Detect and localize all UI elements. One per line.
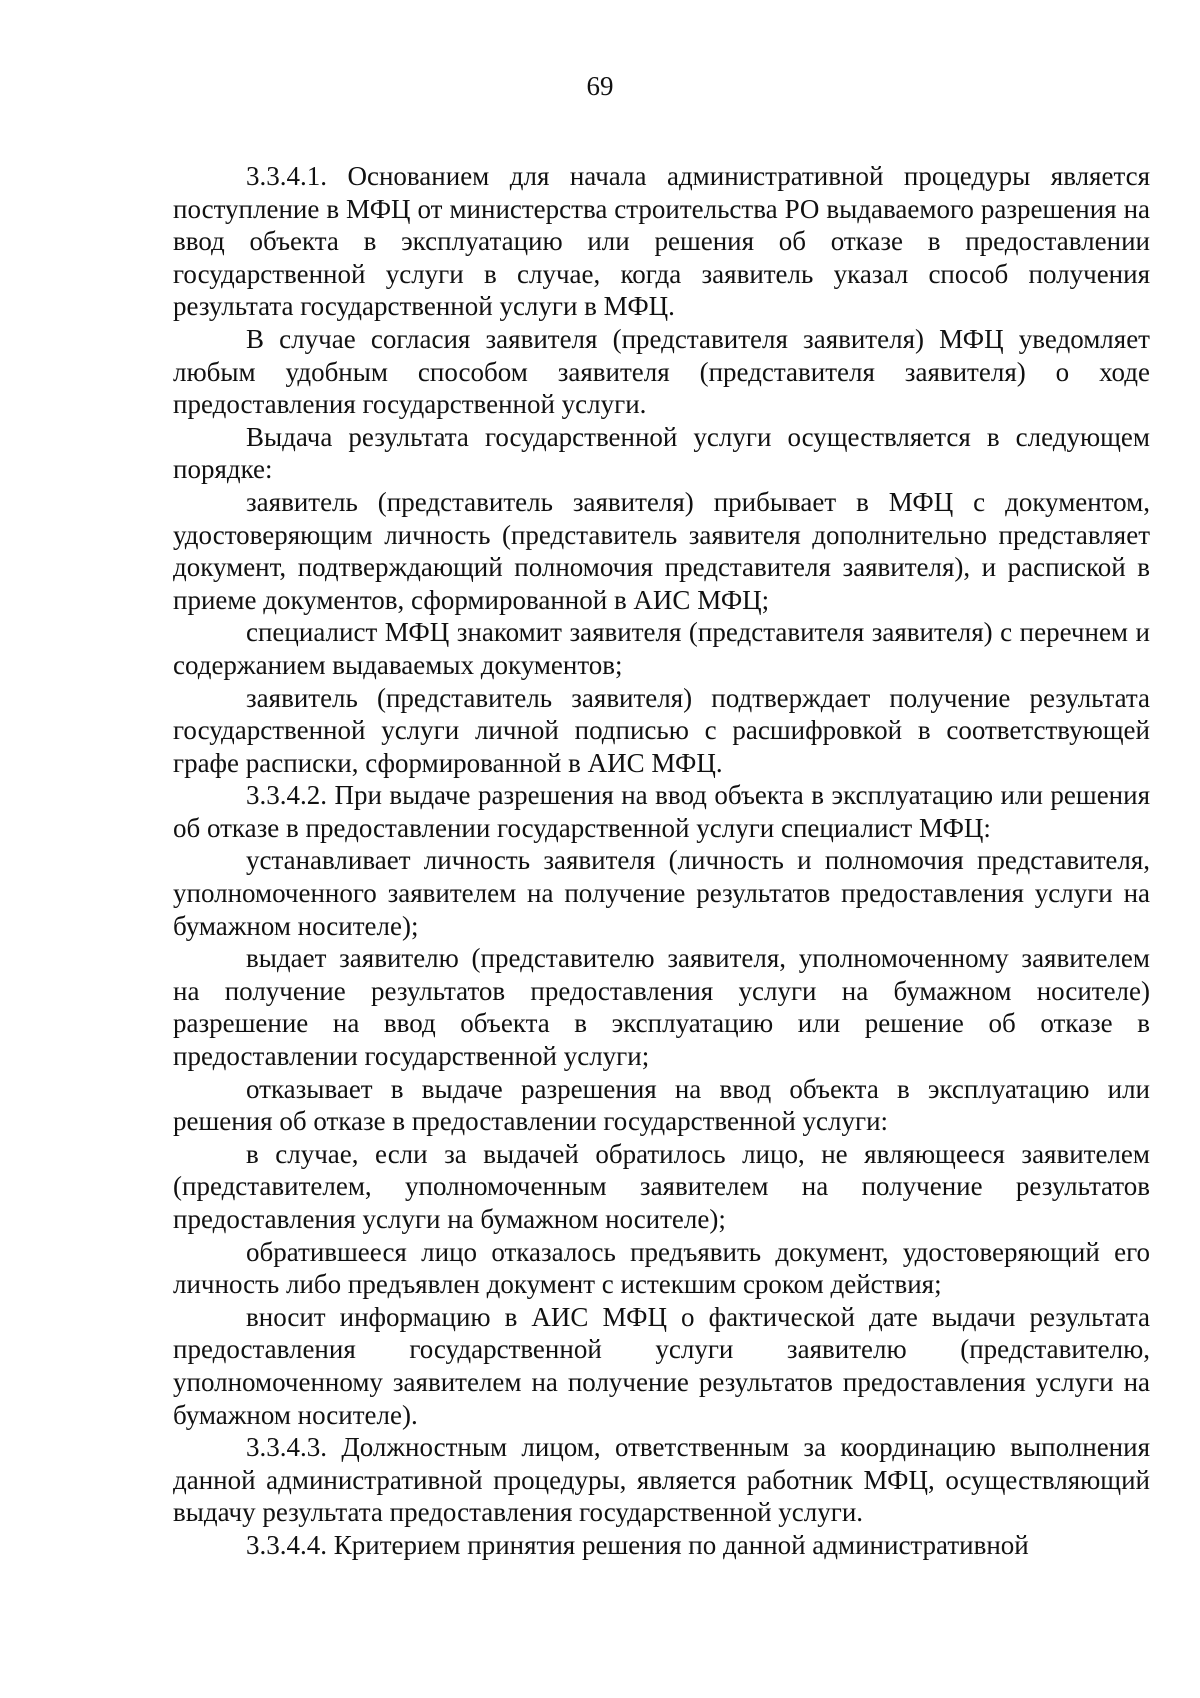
paragraph-refuses-issuance: отказывает в выдаче разрешения на ввод объекта в эксплуатацию или решения об отказе в предоставлении государственной услуги:	[173, 1073, 1150, 1137]
paragraph-applicant-arrives: заявитель (представитель заявителя) прибывает в МФЦ с документом, удостоверяющим личность (представитель заявителя дополнительно представляет документ, подтверждающий полномочия представителя заявителя), и распиской в приеме документов, сформированной в АИС МФЦ;	[173, 486, 1150, 615]
page-number: 69	[586, 71, 614, 101]
paragraph-issuance-order: Выдача результата государственной услуги осуществляется в следующем порядке:	[173, 421, 1150, 485]
document-body	[173, 160, 1150, 1562]
paragraph-specialist-acquaints: специалист МФЦ знакомит заявителя (представителя заявителя) с перечнем и содержанием выдаваемых документов;	[173, 617, 1150, 680]
paragraph-3-3-4-2: 3.3.4.2. При выдаче разрешения на ввод объекта в эксплуатацию или решения об отказе в предоставлении государственной услуги специалист МФЦ:	[173, 780, 1150, 843]
paragraph-not-applicant: в случае, если за выдачей обратилось лицо, не являющееся заявителем (представителем, уполномоченным заявителем на получение результатов предоставления услуги на бумажном носителе);	[173, 1138, 1150, 1234]
paragraph-refused-document: обратившееся лицо отказалось предъявить документ, удостоверяющий его личность либо предъявлен документ с истекшим сроком действия;	[173, 1236, 1150, 1300]
paragraph-establishes-identity: устанавливает личность заявителя (личность и полномочия представителя, уполномоченного заявителем на получение результатов предоставления услуги на бумажном носителе);	[173, 845, 1150, 941]
paragraph-notification: В случае согласия заявителя (представителя заявителя) МФЦ уведомляет любым удобным способом заявителя (представителя заявителя) о ходе предоставления государственной услуги.	[173, 323, 1150, 420]
paragraph-issues-permit: выдает заявителю (представителю заявителя, уполномоченному заявителем на получение результатов предоставления услуги на бумажном носителе) разрешение на ввод объекта в эксплуатацию или решение об отказе в предоставлении государственной услуги;	[173, 943, 1150, 1072]
paragraph-3-3-4-3: 3.3.4.3. Должностным лицом, ответственным за координацию выполнения данной административной процедуры, является работник МФЦ, осуществляющий выдачу результата предоставления государственной услуги.	[173, 1432, 1150, 1528]
paragraph-3-3-4-4: 3.3.4.4. Критерием принятия решения по данной административной	[246, 1529, 1029, 1560]
paragraph-applicant-confirms: заявитель (представитель заявителя) подтверждает получение результата государственной услуги личной подписью с расшифровкой в соответствующей графе расписки, сформированной в АИС МФЦ.	[173, 682, 1150, 778]
paragraph-enters-information: вносит информацию в АИС МФЦ о фактической дате выдачи результата предоставления государственной услуги заявителю (представителю, уполномоченному заявителем на получение результатов предоставления услуги на бумажном носителе).	[173, 1301, 1150, 1430]
paragraph-3-3-4-1: 3.3.4.1. Основанием для начала административной процедуры является поступление в МФЦ от министерства строительства РО выдаваемого разрешения на ввод объекта в эксплуатацию или решения об отказе в предоставлении государственной услуги в случае, когда заявитель указал способ получения результата государственной услуги в МФЦ.	[173, 161, 1150, 322]
